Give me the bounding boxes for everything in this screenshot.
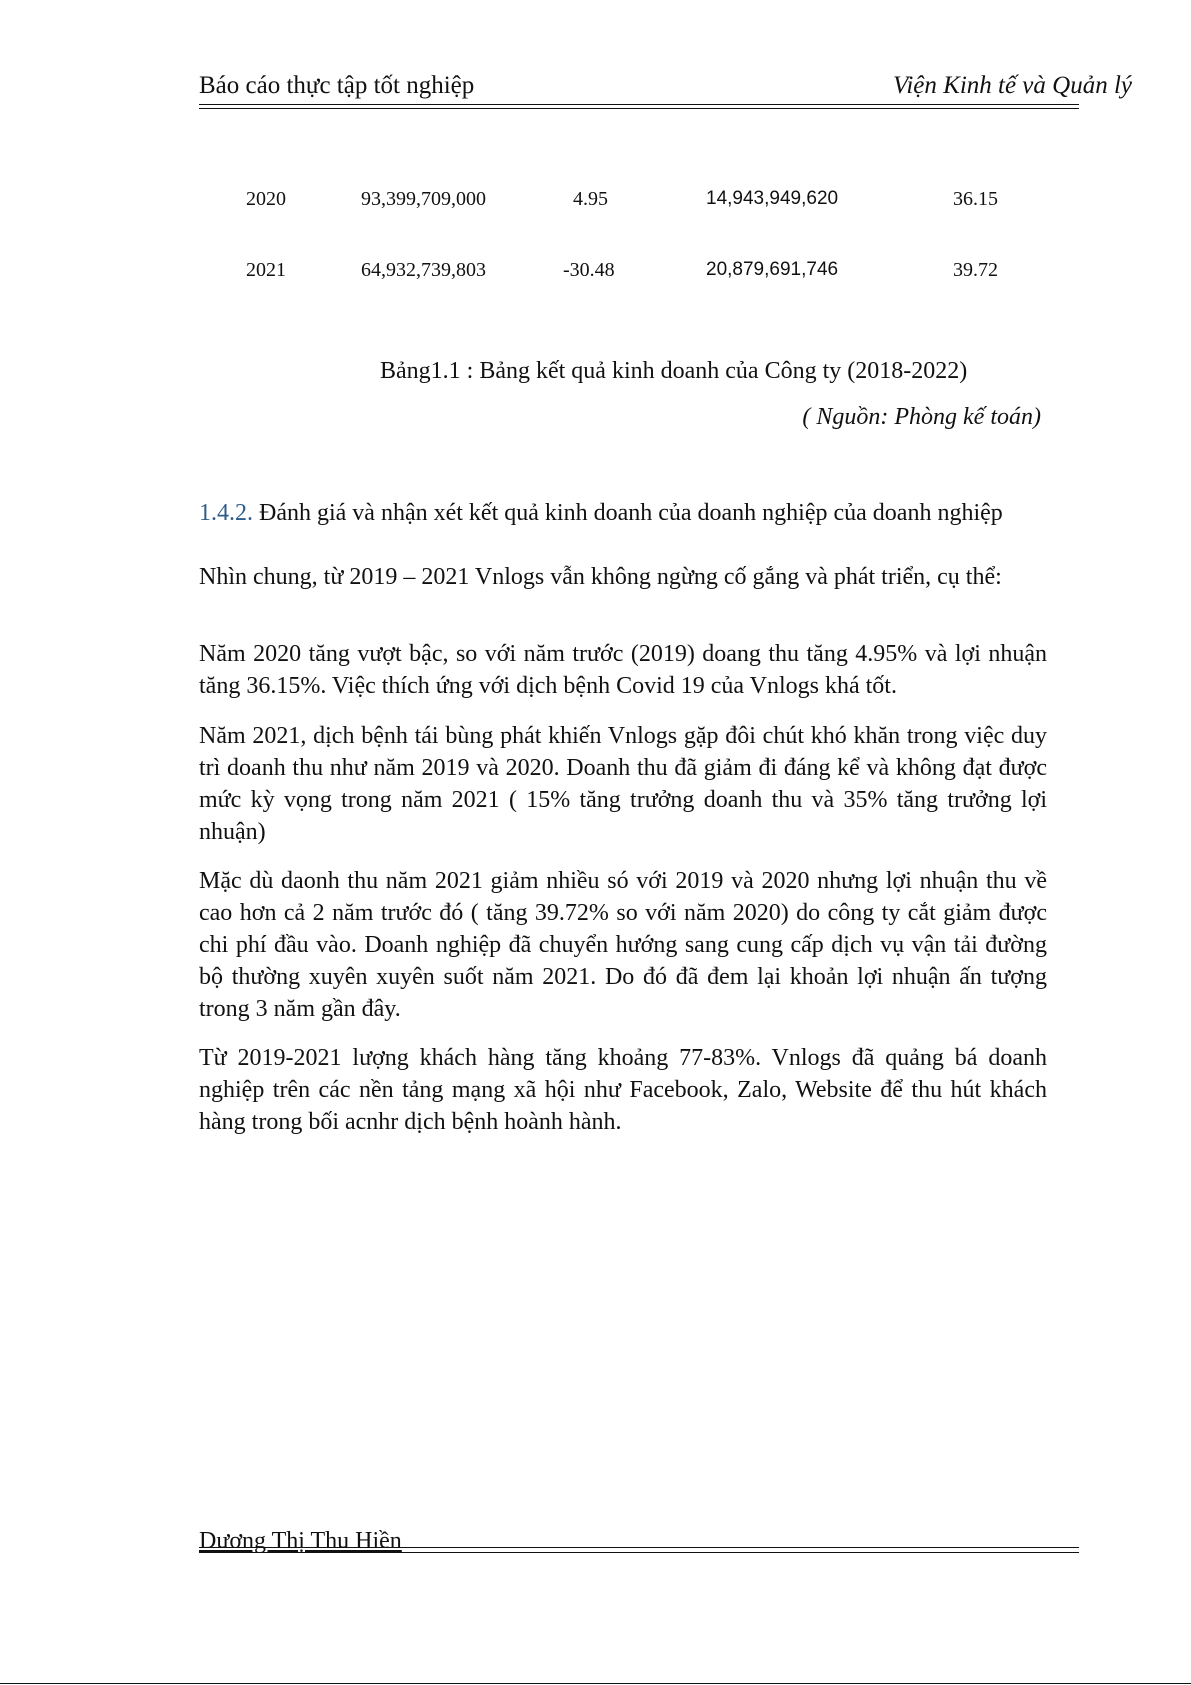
- paragraph: Nhìn chung, từ 2019 – 2021 Vnlogs vẫn không ngừng cố gắng và phát triển, cụ thể:: [199, 564, 1002, 590]
- footer-rule-top: [199, 1547, 1079, 1548]
- table-cell-profit: 14,943,949,620: [706, 188, 839, 209]
- footer-author: Dương Thị Thu Hiền: [199, 1528, 402, 1554]
- paragraph: Năm 2020 tăng vượt bậc, so với năm trước (2019) doang thu tăng 4.95% và lợi nhuận tăng 36.15%. Việc thích ứng với dịch bệnh Covid 19 của Vnlogs khá tốt.: [199, 641, 1047, 699]
- table-row: [0, 188, 1191, 218]
- table-cell-revenue-growth: -30.48: [563, 259, 615, 281]
- table-cell-revenue: 93,399,709,000: [361, 188, 486, 210]
- header-institute: Viện Kinh tế và Quản lý: [892, 72, 1132, 99]
- header-rule-top: [199, 104, 1079, 105]
- table-cell-year: 2020: [246, 188, 286, 210]
- table-cell-revenue: 64,932,739,803: [361, 259, 486, 281]
- table-caption: Bảng1.1 : Bảng kết quả kinh doanh của Công ty (2018-2022): [380, 358, 968, 384]
- header-report-title: Báo cáo thực tập tốt nghiệp: [199, 72, 475, 99]
- table-cell-revenue-growth: 4.95: [573, 188, 608, 210]
- table-row: [0, 259, 1191, 289]
- section-number: 1.4.2.: [199, 500, 253, 526]
- header-rule-bottom: [199, 108, 1079, 109]
- table-source: ( Nguồn: Phòng kế toán): [802, 404, 1041, 430]
- section-title: Đánh giá và nhận xét kết quả kinh doanh của doanh nghiệp của doanh nghiệp: [253, 500, 1003, 526]
- paragraph: Năm 2021, dịch bệnh tái bùng phát khiến Vnlogs gặp đôi chút khó khăn trong việc duy trì doanh thu như năm 2019 và 2020. Doanh thu đã giảm đi đáng kể và không đạt được mức kỳ vọng trong năm 2021 ( 15% tăng trưởng doanh thu và 35% tăng trưởng lợi nhuận): [199, 723, 1047, 845]
- table-cell-profit-growth: 39.72: [953, 259, 998, 281]
- page-bottom-edge: [0, 1683, 1191, 1684]
- table-cell-profit: 20,879,691,746: [706, 259, 839, 280]
- paragraph: Mặc dù daonh thu năm 2021 giảm nhiều só với 2019 và 2020 nhưng lợi nhuận thu về cao hơn cả 2 năm trước đó ( tăng 39.72% so với năm 2020) do công ty cắt giảm được chi phí đầu vào. Doanh nghiệp đã chuyển hướng sang cung cấp dịch vụ vận tải đường bộ thường xuyên xuyên suốt năm 2021. Do đó đã đem lại khoản lợi nhuận ấn tượng trong 3 năm gần đây.: [199, 868, 1047, 1022]
- paragraph: Từ 2019-2021 lượng khách hàng tăng khoảng 77-83%. Vnlogs đã quảng bá doanh nghiệp trên các nền tảng mạng xã hội như Facebook, Zalo, Website để thu hút khách hàng trong bối acnhr dịch bệnh hoành hành.: [199, 1045, 1047, 1135]
- footer-rule-bottom: [199, 1552, 1079, 1553]
- section-heading: [199, 497, 1049, 529]
- table-cell-year: 2021: [246, 259, 286, 281]
- table-cell-profit-growth: 36.15: [953, 188, 998, 210]
